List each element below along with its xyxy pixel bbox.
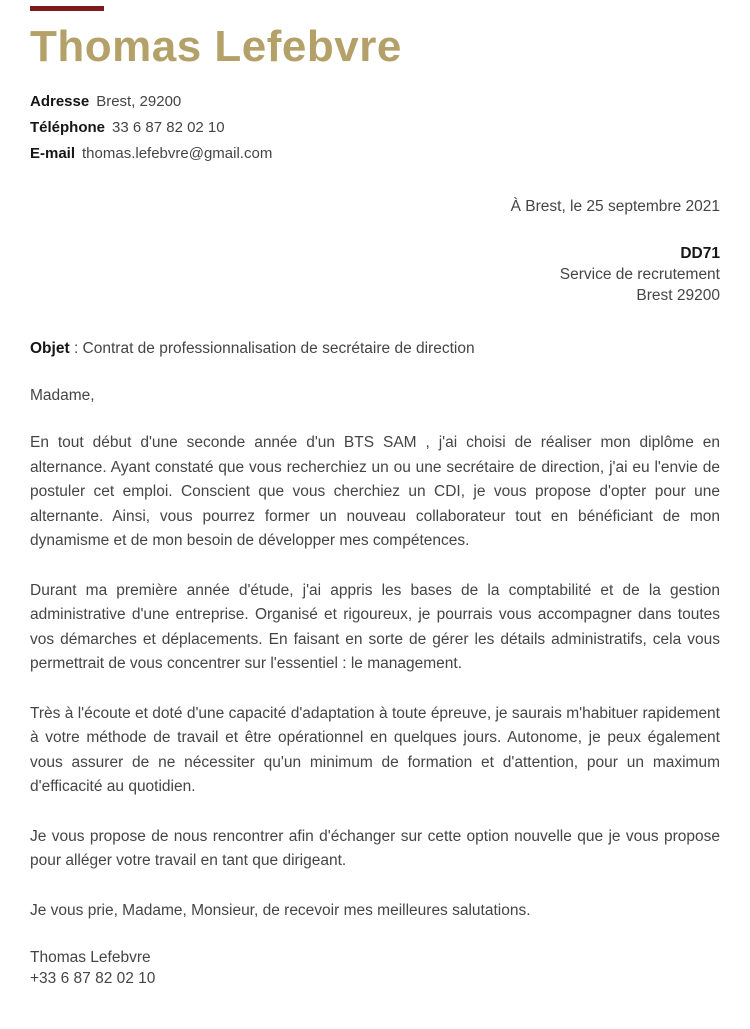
body-paragraph-4: Je vous propose de nous rencontrer afin d'échanger sur cette option nouvelle que je vous propose pour alléger votre travail en tant que dirigeant. (30, 827, 720, 870)
signature-block (30, 947, 720, 989)
email-label: E-mail (30, 145, 76, 163)
address-label: Adresse (30, 93, 90, 111)
contact-line-email (30, 141, 720, 167)
phone-label: Téléphone (30, 119, 106, 137)
contact-block (30, 89, 720, 167)
recipient-name: DD71 (680, 245, 720, 263)
closing-line: Je vous prie, Madame, Monsieur, de recevoir mes meilleures salutations. (30, 901, 531, 919)
recipient-block (30, 243, 720, 306)
signature-phone: +33 6 87 82 02 10 (30, 970, 156, 988)
sender-name: Thomas Lefebvre (30, 22, 402, 71)
subject-line (30, 338, 720, 359)
body-paragraph-1: En tout début d'une seconde année d'un BTS SAM , j'ai choisi de réaliser mon diplôme en alternance. Ayant constaté que vous recherchiez un ou une secrétaire de direction, j'ai eu l'envie de postuler cet emploi. Conscient que vous cherchiez un CDI, je vous propose d'opter pour une alternante. Ainsi, vous pourrez former un nouveau collaborateur tout en bénéficiant de mon dynamisme et de mon besoin de développer mes compétences. (30, 434, 720, 550)
recipient-city: Brest 29200 (636, 287, 720, 305)
body-paragraph-2: Durant ma première année d'étude, j'ai appris les bases de la comptabilité et de la gestion administrative d'une entreprise. Organisé et rigoureux, je pourrais vous accompagner dans toutes vos démarches et déplacements. En faisant en sorte de gérer les détails administratifs, cela vous permettrait de vous concentrer sur l'essentiel : le management. (30, 581, 720, 673)
contact-line-address (30, 89, 720, 115)
subject-text: : Contrat de professionnalisation de secrétaire de direction (73, 340, 475, 358)
phone-value: 33 6 87 82 02 10 (112, 119, 225, 137)
contact-line-phone (30, 115, 720, 141)
email-value: thomas.lefebvre@gmail.com (82, 145, 273, 163)
signature-name: Thomas Lefebvre (30, 949, 151, 967)
body-paragraph-3: Très à l'écoute et doté d'une capacité d'adaptation à toute épreuve, je saurais m'habituer rapidement à votre méthode de travail et être opérationnel en quelques jours. Autonome, je peux également vous assurer de ne nécessiter qu'un minimum de formation et d'attention, pour un maximum d'efficacité au quotidien. (30, 704, 720, 796)
address-value: Brest, 29200 (96, 93, 182, 111)
recipient-service: Service de recrutement (559, 266, 720, 284)
date-line: À Brest, le 25 septembre 2021 (510, 198, 720, 216)
subject-label: Objet (30, 340, 70, 358)
accent-bar (30, 6, 104, 11)
salutation: Madame, (30, 387, 95, 405)
